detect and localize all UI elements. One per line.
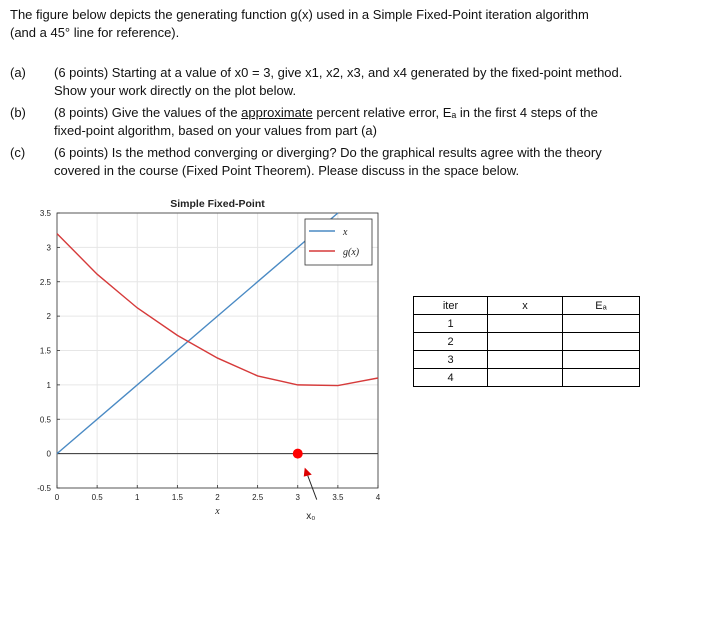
question-a-line-2: Show your work directly on the plot below. <box>54 83 297 98</box>
start-point-marker <box>293 449 303 459</box>
question-c-line-1: (6 points) Is the method converging or diverging? Do the graphical results agree with the theory <box>54 145 602 160</box>
x-axis-label: x <box>215 506 220 517</box>
y-tick-label: 2.5 <box>39 277 51 287</box>
x-tick-label: 1.5 <box>171 493 183 502</box>
y-tick-label: 3 <box>46 243 51 253</box>
ea-cell[interactable] <box>563 315 640 333</box>
question-c-line-2: covered in the course (Fixed Point Theorem). Please discuss in the space below. <box>54 163 520 178</box>
y-tick-label: 3.5 <box>39 209 51 218</box>
question-a-line-1: (6 points) Starting at a value of x0 = 3, give x1, x2, x3, and x4 generated by the fixed-point method. <box>54 65 623 80</box>
y-tick-label: 0 <box>46 449 51 459</box>
question-c-label: (c) <box>10 145 26 160</box>
header-x: x <box>488 297 563 315</box>
x-tick-label: 0 <box>54 493 60 502</box>
y-tick-label: 1.5 <box>39 346 51 356</box>
y-tick-label: 1 <box>46 380 51 390</box>
ea-cell[interactable] <box>563 351 640 369</box>
iter-cell: 4 <box>414 369 488 387</box>
ea-cell[interactable] <box>563 333 640 351</box>
x0-annotation: x₀ <box>306 511 316 522</box>
y-tick-label: -0.5 <box>37 484 51 493</box>
intro-line-2: (and a 45° line for reference). <box>10 25 180 40</box>
question-b-underlined: approximate <box>241 105 313 120</box>
x-cell[interactable] <box>488 333 563 351</box>
x-tick-label: 3.5 <box>332 493 344 502</box>
iter-cell: 2 <box>414 333 488 351</box>
question-b-pre: (8 points) Give the values of the <box>54 105 242 120</box>
iter-cell: 1 <box>414 315 488 333</box>
y-tick-label: 0.5 <box>39 415 51 425</box>
x-cell[interactable] <box>488 351 563 369</box>
intro-line-1: The figure below depicts the generating function g(x) used in a Simple Fixed-Point iteration algorithm <box>10 7 589 22</box>
x-tick-label: 3 <box>295 493 300 502</box>
answer-table <box>413 296 640 387</box>
table-row <box>414 315 640 333</box>
header-iter: iter <box>414 297 488 315</box>
x-cell[interactable] <box>488 369 563 387</box>
question-b-label: (b) <box>10 105 26 120</box>
question-b-line-2: fixed-point algorithm, based on your values from part (a) <box>54 123 377 138</box>
legend-label: g(x) <box>343 247 360 258</box>
question-a-label: (a) <box>10 65 26 80</box>
x-tick-label: 2 <box>215 493 220 502</box>
table-header-row <box>414 297 640 315</box>
legend-box <box>305 219 372 265</box>
iter-cell: 3 <box>414 351 488 369</box>
x-tick-label: 0.5 <box>91 493 103 502</box>
table-row <box>414 369 640 387</box>
table-row <box>414 333 640 351</box>
question-b-post: percent relative error, Eₐ in the first 4 steps of the <box>312 105 598 120</box>
x-tick-label: 4 <box>375 493 381 502</box>
ea-cell[interactable] <box>563 369 640 387</box>
legend-label: x <box>343 227 348 238</box>
chart-title: Simple Fixed-Point <box>170 198 265 210</box>
y-tick-label: 2 <box>46 312 51 322</box>
x-tick-label: 1 <box>135 493 140 502</box>
x-cell[interactable] <box>488 315 563 333</box>
x-tick-label: 2.5 <box>252 493 264 502</box>
header-ea: Eₐ <box>563 297 640 315</box>
table-row <box>414 351 640 369</box>
